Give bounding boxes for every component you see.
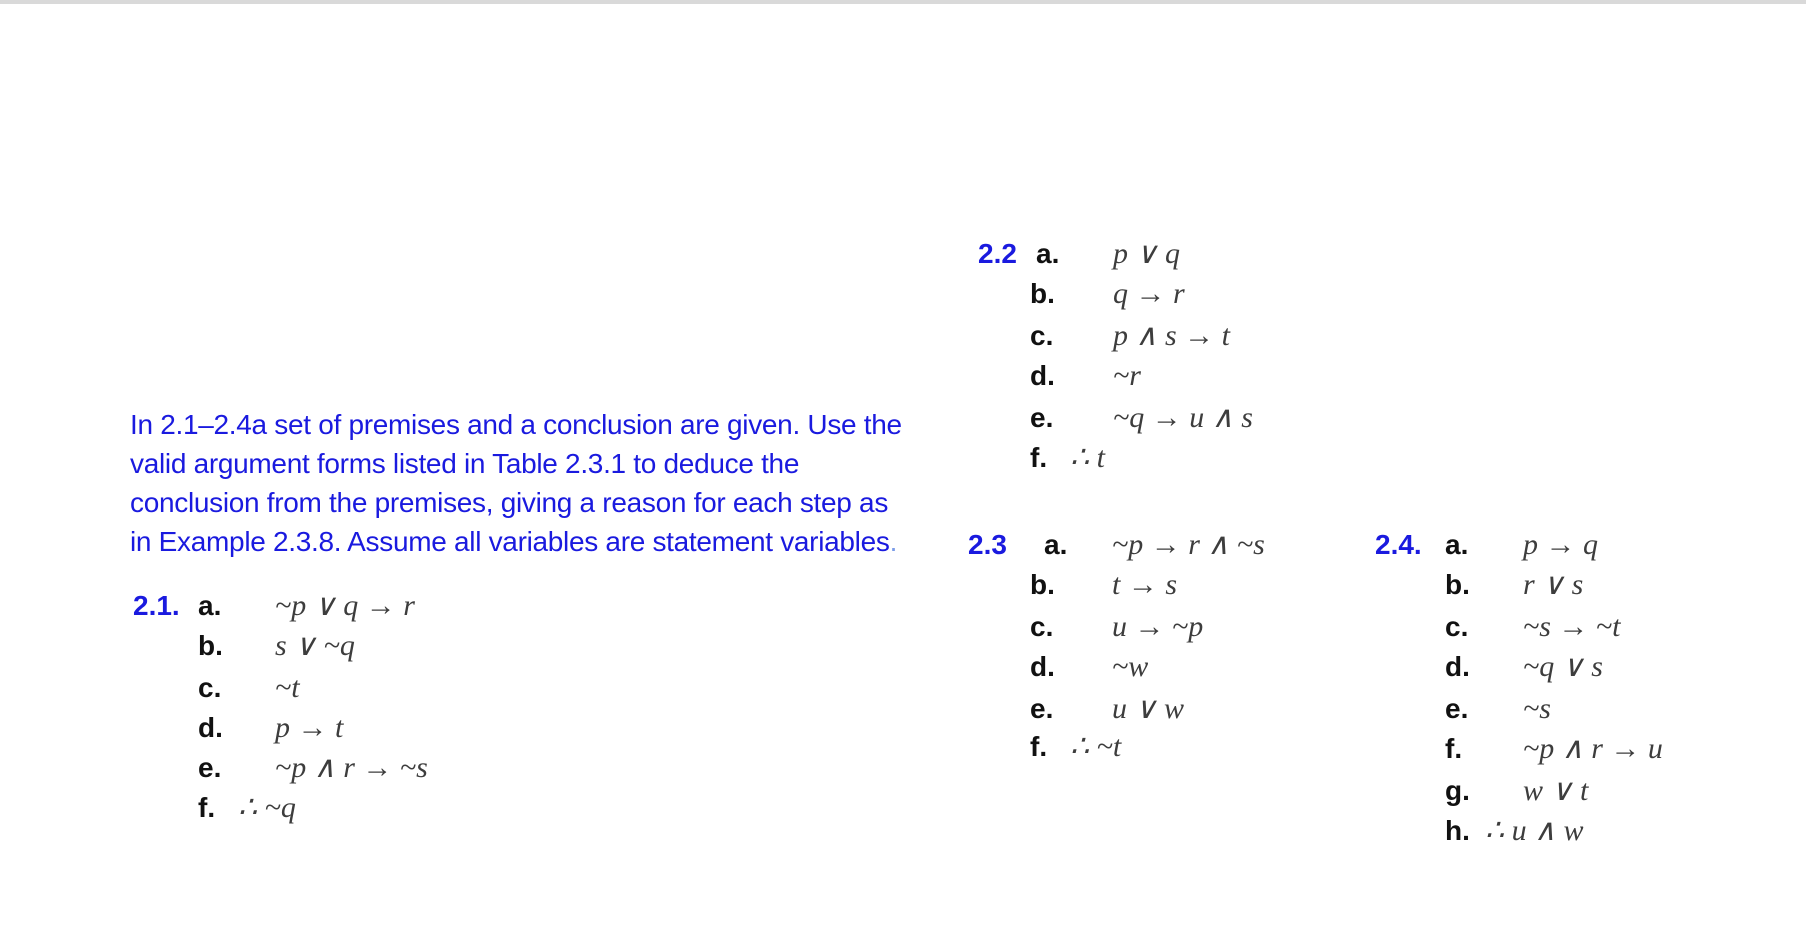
item-label: c. <box>1030 611 1054 642</box>
logic-expression: ~q → u ∧ s <box>1113 401 1253 434</box>
logic-expression: ~p → r ∧ ~s <box>1112 528 1265 561</box>
problem-number: 2.4. <box>1375 529 1422 560</box>
logic-expression: ∴ ~q <box>238 791 296 824</box>
problem-number: 2.1. <box>133 590 180 621</box>
logic-expression: w ∨ t <box>1523 774 1589 807</box>
logic-expression: p ∧ s → t <box>1113 319 1230 352</box>
logic-expression: ~p ∧ r → ~s <box>275 751 428 784</box>
logic-expression: t → s <box>1112 568 1178 601</box>
item-label: b. <box>1030 569 1055 600</box>
item-label: h. <box>1445 815 1470 846</box>
logic-expression: u → ~p <box>1112 610 1204 643</box>
logic-expression: ~p ∨ q → r <box>275 589 415 622</box>
item-label: e. <box>1030 693 1054 724</box>
item-label: a. <box>198 590 222 621</box>
item-label: e. <box>1030 402 1054 433</box>
item-label: g. <box>1445 775 1470 806</box>
item-label: c. <box>1445 611 1469 642</box>
instructions-paragraph <box>130 405 950 561</box>
logic-expression: ∴ t <box>1070 441 1105 474</box>
item-label: d. <box>1030 360 1055 391</box>
logic-expression: p ∨ q <box>1113 237 1180 270</box>
item-label: f. <box>198 792 216 823</box>
instructions-line: In 2.1–2.4a set of premises and a conclusion are given. Use the <box>130 409 902 440</box>
instructions-line: valid argument forms listed in Table 2.3.1 to deduce the <box>130 448 800 479</box>
item-label: d. <box>1445 651 1470 682</box>
logic-expression: u ∨ w <box>1112 692 1184 725</box>
item-label: a. <box>1036 238 1060 269</box>
problem-number: 2.3 <box>968 529 1007 560</box>
logic-expression: ~w <box>1112 650 1149 683</box>
logic-expression: s ∨ ~q <box>275 629 355 662</box>
item-label: b. <box>1445 569 1470 600</box>
logic-expression: r ∨ s <box>1523 568 1584 601</box>
logic-expression: ~s → ~t <box>1523 610 1621 643</box>
item-label: c. <box>198 672 222 703</box>
top-divider <box>0 0 1806 4</box>
instructions-line <box>130 522 950 561</box>
item-label: a. <box>1044 529 1068 560</box>
item-label: c. <box>1030 320 1054 351</box>
logic-expression: ~r <box>1113 359 1141 392</box>
logic-expression: p → q <box>1523 528 1598 561</box>
instructions-text: in Example 2.3.8. Assume all variables are statement variables <box>130 526 890 557</box>
logic-expression: ∴ u ∧ w <box>1485 814 1584 847</box>
logic-expression: ∴ ~t <box>1070 730 1122 763</box>
logic-expression: ~s <box>1523 692 1551 725</box>
item-label: b. <box>1030 278 1055 309</box>
logic-expression: p → t <box>275 711 344 744</box>
instructions-period: . <box>889 526 898 557</box>
item-label: b. <box>198 630 223 661</box>
item-label: e. <box>1445 693 1469 724</box>
item-label: f. <box>1030 442 1048 473</box>
logic-expression: ~t <box>275 671 300 704</box>
item-label: d. <box>198 712 223 743</box>
logic-expression: q → r <box>1113 277 1185 310</box>
problem-number: 2.2 <box>978 238 1017 269</box>
item-label: d. <box>1030 651 1055 682</box>
item-label: f. <box>1030 731 1048 762</box>
item-label: f. <box>1445 733 1463 764</box>
item-label: a. <box>1445 529 1469 560</box>
item-label: e. <box>198 752 222 783</box>
instructions-line: conclusion from the premises, giving a reason for each step as <box>130 487 889 518</box>
logic-expression: ~p ∧ r → u <box>1523 732 1663 765</box>
logic-expression: ~q ∨ s <box>1523 650 1603 683</box>
